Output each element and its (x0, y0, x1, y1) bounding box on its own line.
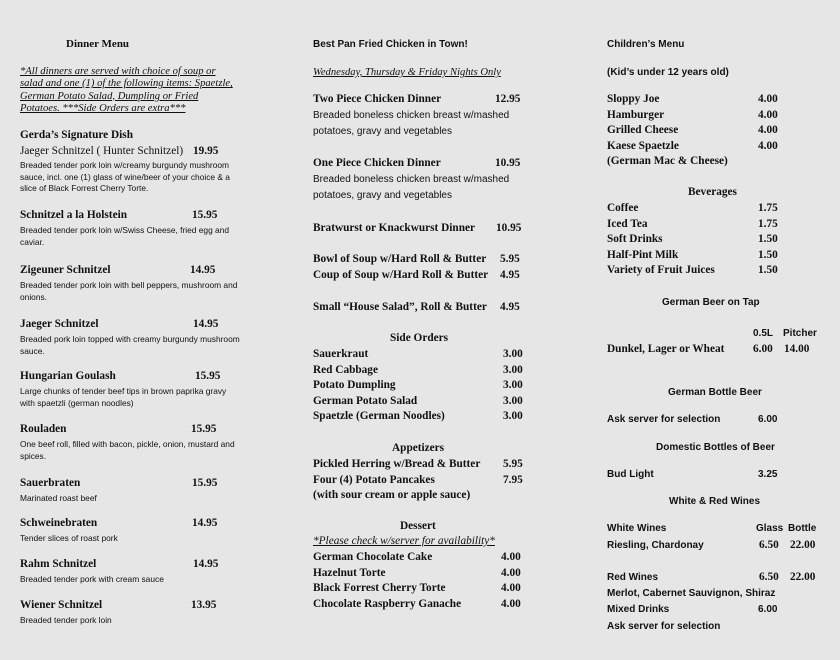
dinner-item-name: Sauerbraten (20, 477, 81, 489)
chicken-item-price: 10.95 (495, 157, 521, 169)
beverage-item-price: 1.75 (758, 217, 778, 230)
bottle-item: Ask server for selection (607, 414, 721, 425)
domestic-header: Domestic Bottles of Beer (656, 442, 775, 453)
kids-drinks-column (607, 0, 823, 660)
mixed-drinks-price: 6.00 (758, 604, 778, 615)
menu-item-price: 4.95 (500, 269, 520, 281)
menu-item-name: Coup of Soup w/Hard Roll & Butter (313, 269, 489, 281)
signature-name: Jaeger Schnitzel ( Hunter Schnitzel) (20, 145, 184, 157)
wines-header: White & Red Wines (669, 496, 761, 507)
white-wine-item: Riesling, Chardonay (607, 540, 704, 551)
kids-item-price: 4.00 (758, 139, 778, 152)
dessert-item-price: 4.00 (501, 597, 521, 610)
sides-header: Side Orders (390, 332, 449, 344)
tap-item: Dunkel, Lager or Wheat (607, 343, 725, 355)
beverage-item-name: Soft Drinks (607, 233, 663, 246)
side-item-price: 3.00 (503, 394, 523, 407)
dessert-item-name: Hazelnut Torte (313, 566, 386, 579)
kids-item-name: Kaese Spaetzle (607, 139, 679, 152)
dinner-item-price: 15.95 (192, 477, 218, 489)
dinner-item-name: Wiener Schnitzel (20, 599, 103, 611)
domestic-item: Bud Light (607, 469, 654, 480)
tap-col-half-liter: 0.5L (753, 328, 774, 339)
beverage-item-price: 1.50 (758, 248, 778, 261)
chicken-title: Best Pan Fried Chicken in Town! (313, 39, 468, 50)
side-item-name: German Potato Salad (313, 394, 418, 407)
dinner-item-price: 13.95 (191, 599, 217, 611)
menu-item-name: Bowl of Soup w/Hard Roll & Butter (313, 253, 487, 265)
appetizer-item-price: 5.95 (503, 458, 523, 470)
dinner-item-desc: One beef roll, filled with bacon, pickle, onion, mustard and spices. (20, 439, 235, 461)
dinner-item-name: Jaeger Schnitzel (20, 318, 99, 330)
menu-item-price: 4.95 (500, 301, 520, 313)
kids-item-name: Sloppy Joe (607, 93, 660, 105)
beverage-item-name: Variety of Fruit Juices (607, 264, 715, 277)
dessert-item-name: Black Forrest Cherry Torte (313, 582, 446, 595)
dinner-item-price: 15.95 (195, 370, 221, 382)
chicken-item-price: 12.95 (495, 93, 521, 105)
kids-item-name: Grilled Cheese (607, 124, 679, 137)
chicken-item-desc: Breaded boneless chicken breast w/mashed (313, 110, 510, 121)
dinner-item-name: Rouladen (20, 423, 67, 435)
side-item-name: Sauerkraut (313, 348, 369, 360)
side-item-price: 3.00 (503, 410, 523, 423)
dinner-item-price: 14.95 (193, 558, 219, 570)
dinner-item-desc: Breaded tender pork loin with bell peppers, mushroom and onions. (20, 280, 238, 302)
appetizer-item-name: Four (4) Potato Pancakes (313, 473, 435, 486)
side-item-name: Spaetzle (German Noodles) (313, 410, 445, 423)
dinner-item-desc: Marinated roast beef (20, 493, 97, 503)
dinner-notice: *All dinners are served with choice of soup or salad and one (1) of the following items: Spaetzle, German Potato Salad, Dumpling or Fried Potatoes. ***Side Orders are extra*** (20, 66, 233, 114)
glass-label: Glass (756, 523, 784, 534)
signature-header: Gerda’s Signature Dish (20, 129, 133, 141)
red-glass-price: 6.50 (759, 571, 779, 583)
bottle-price: 6.00 (758, 414, 778, 425)
tap-price-pitcher: 14.00 (784, 343, 810, 355)
dinner-item-desc: Breaded tender pork loin w/Swiss Cheese, fried egg and caviar. (20, 225, 230, 247)
red-wines-label: Red Wines (607, 572, 659, 583)
appetizer-item-name: Pickled Herring w/Bread & Butter (313, 458, 481, 470)
chicken-item-desc: Breaded boneless chicken breast w/mashed (313, 174, 510, 185)
dinner-item-price: 15.95 (192, 209, 218, 221)
chicken-sides-column (313, 0, 531, 660)
dinner-menu-title: Dinner Menu (66, 38, 130, 50)
white-wines-label: White Wines (607, 523, 667, 534)
dinner-item-desc: Breaded pork loin topped with creamy burgundy mushroom sauce. (20, 334, 240, 356)
kids-title: Children’s Menu (607, 39, 685, 50)
dinner-item-desc: Tender slices of roast pork (20, 533, 118, 543)
beverages-header: Beverages (688, 186, 737, 198)
menu-item-price: 5.95 (500, 253, 520, 265)
dinner-item-name: Zigeuner Schnitzel (20, 264, 111, 276)
dessert-item-price: 4.00 (501, 551, 521, 563)
beverage-item-name: Half-Pint Milk (607, 248, 679, 261)
white-glass-price: 6.50 (759, 539, 779, 551)
kids-item-name: Hamburger (607, 108, 665, 121)
tap-header: German Beer on Tap (662, 297, 760, 308)
appetizers-note: (with sour cream or apple sauce) (313, 489, 471, 501)
domestic-price: 3.25 (758, 469, 778, 480)
dinner-item-desc: Breaded tender pork with cream sauce (20, 574, 164, 584)
beverage-item-name: Coffee (607, 202, 639, 214)
appetizer-item-price: 7.95 (503, 473, 523, 486)
dinner-menu-column (20, 0, 242, 660)
chicken-item-name: Two Piece Chicken Dinner (313, 93, 442, 105)
dinner-item-price: 14.95 (190, 264, 216, 276)
beverage-item-price: 1.50 (758, 233, 778, 246)
kids-item-price: 4.00 (758, 93, 778, 105)
side-item-price: 3.00 (503, 379, 523, 392)
dinner-item-price: 15.95 (191, 423, 217, 435)
chicken-item-desc: potatoes, gravy and vegetables (313, 126, 452, 137)
dinner-item-name: Rahm Schnitzel (20, 558, 97, 570)
beverage-item-price: 1.50 (758, 264, 778, 277)
dinner-item-price: 14.95 (193, 318, 219, 330)
menu-item-name: Small “House Salad”, Roll & Butter (313, 301, 487, 313)
mixed-drinks-item: Mixed Drinks (607, 604, 670, 615)
dinner-item-name: Schweinebraten (20, 517, 98, 529)
signature-price: 19.95 (193, 145, 219, 157)
chicken-item-name: One Piece Chicken Dinner (313, 157, 441, 169)
white-bottle-price: 22.00 (790, 539, 816, 551)
dessert-item-name: Chocolate Raspberry Ganache (313, 597, 462, 610)
dinner-item-name: Hungarian Goulash (20, 370, 116, 382)
ask-server-note: Ask server for selection (607, 621, 721, 632)
dessert-header: Dessert (400, 520, 436, 532)
chicken-item-desc: potatoes, gravy and vegetables (313, 190, 452, 201)
side-item-price: 3.00 (503, 363, 523, 376)
side-item-name: Potato Dumpling (313, 379, 396, 392)
dessert-note: *Please check w/server for availability* (313, 535, 495, 547)
dessert-item-name: German Chocolate Cake (313, 551, 433, 563)
menu-item-name: Bratwurst or Knackwurst Dinner (313, 222, 476, 234)
dessert-item-price: 4.00 (501, 582, 521, 595)
kids-subtitle: (Kid’s under 12 years old) (607, 67, 729, 78)
dessert-item-price: 4.00 (501, 566, 521, 579)
kids-item-price: 4.00 (758, 108, 778, 121)
dinner-item-desc: Breaded tender pork loin (20, 615, 112, 625)
menu-item-price: 10.95 (496, 222, 522, 234)
signature-desc: Breaded tender pork loin w/creamy burgundy mushroom sauce, incl. one (1) glass of wine/beer of your choice & a slice of Black Forrest Cherry Torte. (20, 160, 230, 193)
appetizers-header: Appetizers (392, 442, 445, 454)
tap-price-half-liter: 6.00 (753, 343, 773, 355)
bottle-label: Bottle (788, 523, 817, 534)
chicken-subtitle: Wednesday, Thursday & Friday Nights Only (313, 67, 501, 78)
side-item-name: Red Cabbage (313, 363, 378, 376)
dinner-item-name: Schnitzel a la Holstein (20, 209, 128, 221)
red-wine-item: Merlot, Cabernet Sauvignon, Shiraz (607, 588, 776, 599)
kids-item-price: 4.00 (758, 124, 778, 137)
kids-note: (German Mac & Cheese) (607, 155, 728, 167)
bottle-header: German Bottle Beer (668, 387, 762, 398)
dinner-item-desc: Large chunks of tender beef tips in brown paprika gravy with spaetzli (german noodles) (20, 386, 227, 408)
dinner-item-price: 14.95 (192, 517, 218, 529)
beverage-item-name: Iced Tea (607, 217, 648, 230)
beverage-item-price: 1.75 (758, 202, 778, 214)
tap-col-pitcher: Pitcher (783, 328, 817, 339)
side-item-price: 3.00 (503, 348, 523, 360)
red-bottle-price: 22.00 (790, 571, 816, 583)
